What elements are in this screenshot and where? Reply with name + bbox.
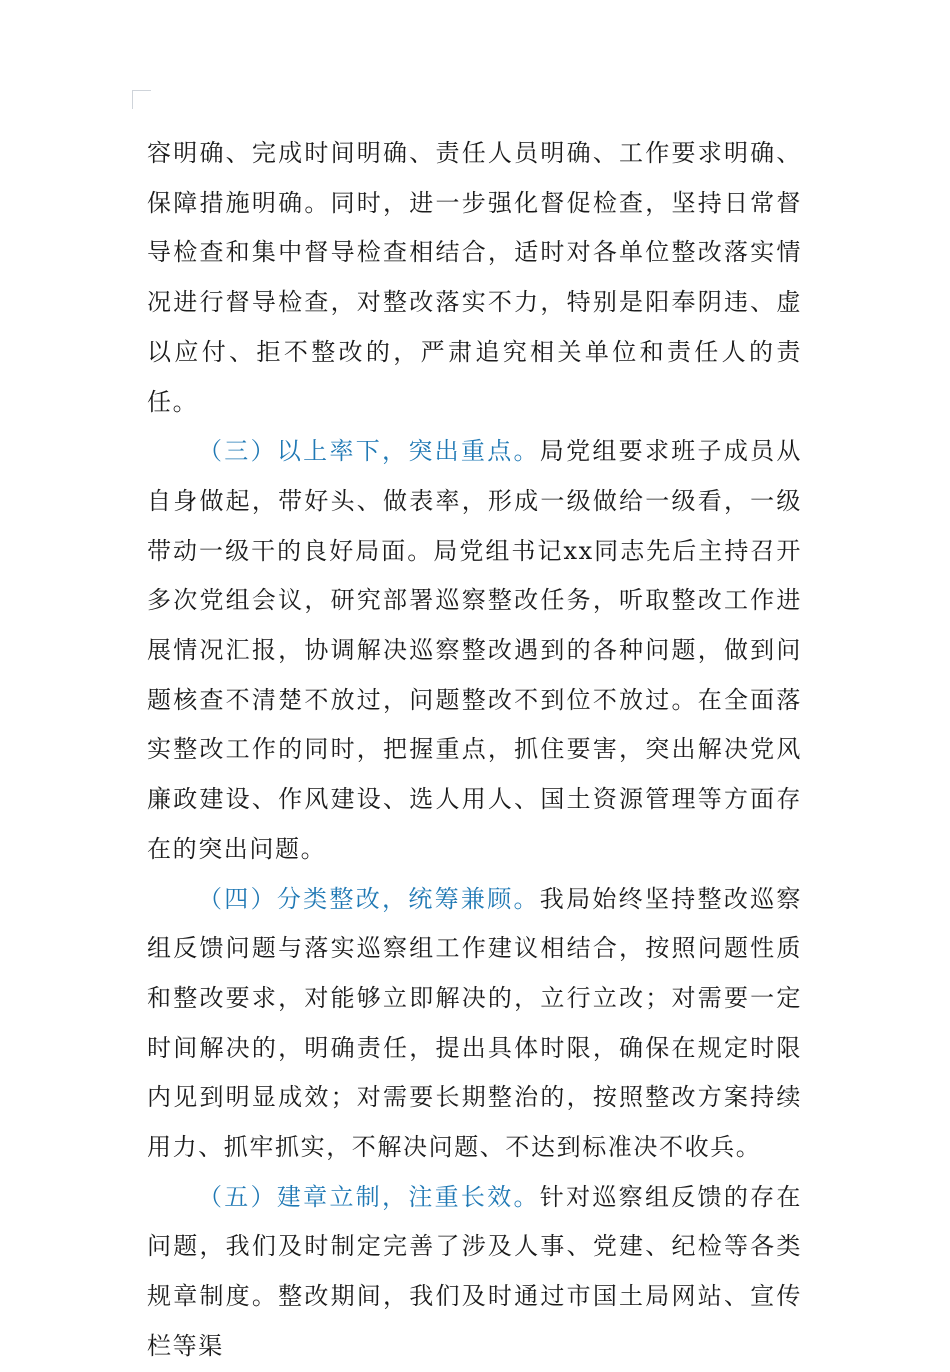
section-heading-3: （三）以上率下，突出重点。 bbox=[198, 437, 540, 466]
paragraph-text: 我局始终坚持整改巡察组反馈问题与落实巡察组工作建议相结合，按照问题性质和整改要求，对能够立即解决的，立行立改；对需要一定时间解决的，明确责任，提出具体时限，确保在规定时限内见到明显成效；对需要长期整治的，按照整改方案持续用力、抓牢抓实，不解决问题、不达到标准决不收兵。 bbox=[147, 884, 802, 1162]
paragraph-section-5 bbox=[147, 1173, 802, 1372]
page-corner-mark bbox=[132, 90, 151, 109]
paragraph-section-4 bbox=[147, 875, 802, 1173]
paragraph-text: 针对巡察组反馈的存在问题，我们及时制定完善了涉及人事、党建、纪检等各类规章制度。整改期间，我们及时通过市国土局网站、宣传栏等渠 bbox=[147, 1182, 802, 1360]
paragraph-text: 容明确、完成时间明确、责任人员明确、工作要求明确、保障措施明确。同时，进一步强化督促检查，坚持日常督导检查和集中督导检查相结合，适时对各单位整改落实情况进行督导检查，对整改落实不力，特别是阳奉阴违、虚以应付、拒不整改的，严肃追究相关单位和责任人的责任。 bbox=[147, 139, 802, 416]
paragraph-section-3 bbox=[147, 427, 802, 874]
section-heading-4: （四）分类整改，统筹兼顾。 bbox=[198, 884, 540, 913]
paragraph-text: 局党组要求班子成员从自身做起，带好头、做表率，形成一级做给一级看，一级带动一级干的良好局面。局党组书记xx同志先后主持召开多次党组会议，研究部署巡察整改任务，听取整改工作进展情况汇报，协调解决巡察整改遇到的各种问题，做到问题核查不清楚不放过，问题整改不到位不放过。在全面落实整改工作的同时，把握重点，抓住要害，突出解决党风廉政建设、作风建设、选人用人、国土资源管理等方面存在的突出问题。 bbox=[147, 437, 802, 863]
document-body bbox=[147, 129, 802, 1372]
paragraph-continuation bbox=[147, 129, 802, 427]
section-heading-5: （五）建章立制，注重长效。 bbox=[198, 1182, 540, 1211]
